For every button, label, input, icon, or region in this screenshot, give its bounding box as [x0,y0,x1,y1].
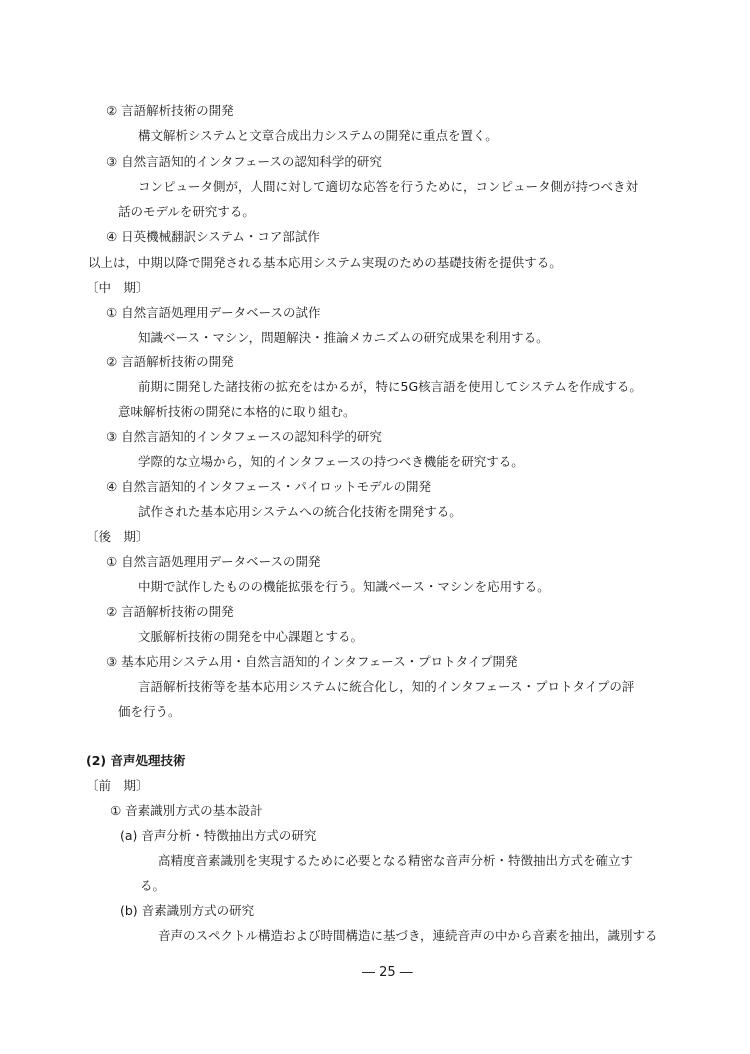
text-line: ② 言語解析技術の開発 [106,103,234,118]
text-line: 価を行う。 [118,704,181,719]
text-line: ④ 日英機械翻訳システム・コア部試作 [106,229,320,244]
text-line: ③ 自然言語知的インタフェースの認知科学的研究 [106,154,382,169]
text-line: 高精度音素識別を実現するために必要となる精密な音声分析・特徴抽出方式を確立す [158,853,634,868]
text-line: (b) 音素識別方式の研究 [120,903,255,918]
text-line: ④ 自然言語知的インタフェース・パイロットモデルの開発 [106,479,432,494]
section-heading: 〔中 期〕 [86,280,149,295]
text-line: 文脈解析技術の開発を中心課題とする。 [138,629,364,644]
text-line: 音声のスペクトル構造および時間構造に基づき，連続音声の中から音素を抽出，識別する [158,928,658,943]
section-title: (2) 音声処理技術 [86,753,186,768]
text-line: ③ 基本応用システム用・自然言語知的インタフェース・プロトタイプ開発 [106,654,518,669]
text-line: 前期に開発した諸技術の拡充をはかるが，特に5G核言語を使用してシステムを作成する。 [138,379,642,394]
section-heading: 〔後 期〕 [86,529,149,544]
text-line: 学際的な立場から，知的インタフェースの持つべき機能を研究する。 [138,454,524,469]
text-line: 試作された基本応用システムへの統合化技術を開発する。 [138,504,462,519]
page-number: ― 25 ― [362,965,413,980]
text-line: (a) 音声分析・特徴抽出方式の研究 [120,828,317,843]
text-line: 中期で試作したものの機能拡張を行う。知識ベース・マシンを応用する。 [138,579,550,594]
text-line: ① 自然言語処理用データベースの試作 [106,305,321,320]
text-line: コンピュータ側が，人間に対して適切な応答を行うために，コンピュータ側が持つべき対 [138,179,639,194]
text-line: ① 自然言語処理用データベースの開発 [106,554,321,569]
text-line: 言語解析技術等を基本応用システムに統合化し，知的インタフェース・プロトタイプの評 [138,679,635,694]
text-line: ② 言語解析技術の開発 [106,354,234,369]
text-line: 意味解析技術の開発に本格的に取り組む。 [118,404,356,419]
text-line: 以上は，中期以降で開発される基本応用システム実現のための基礎技術を提供する。 [88,255,562,270]
section-heading: 〔前 期〕 [86,778,149,793]
text-line: ② 言語解析技術の開発 [106,604,234,619]
text-line: ③ 自然言語知的インタフェースの認知科学的研究 [106,429,382,444]
text-line: る。 [140,878,166,893]
text-line: ① 音素識別方式の基本設計 [110,803,263,818]
text-line: 知識ベース・マシン，問題解決・推論メカニズムの研究成果を利用する。 [138,330,549,345]
text-line: 構文解析システムと文章合成出力システムの開発に重点を置く。 [138,128,498,143]
text-line: 話のモデルを研究する。 [118,204,255,219]
